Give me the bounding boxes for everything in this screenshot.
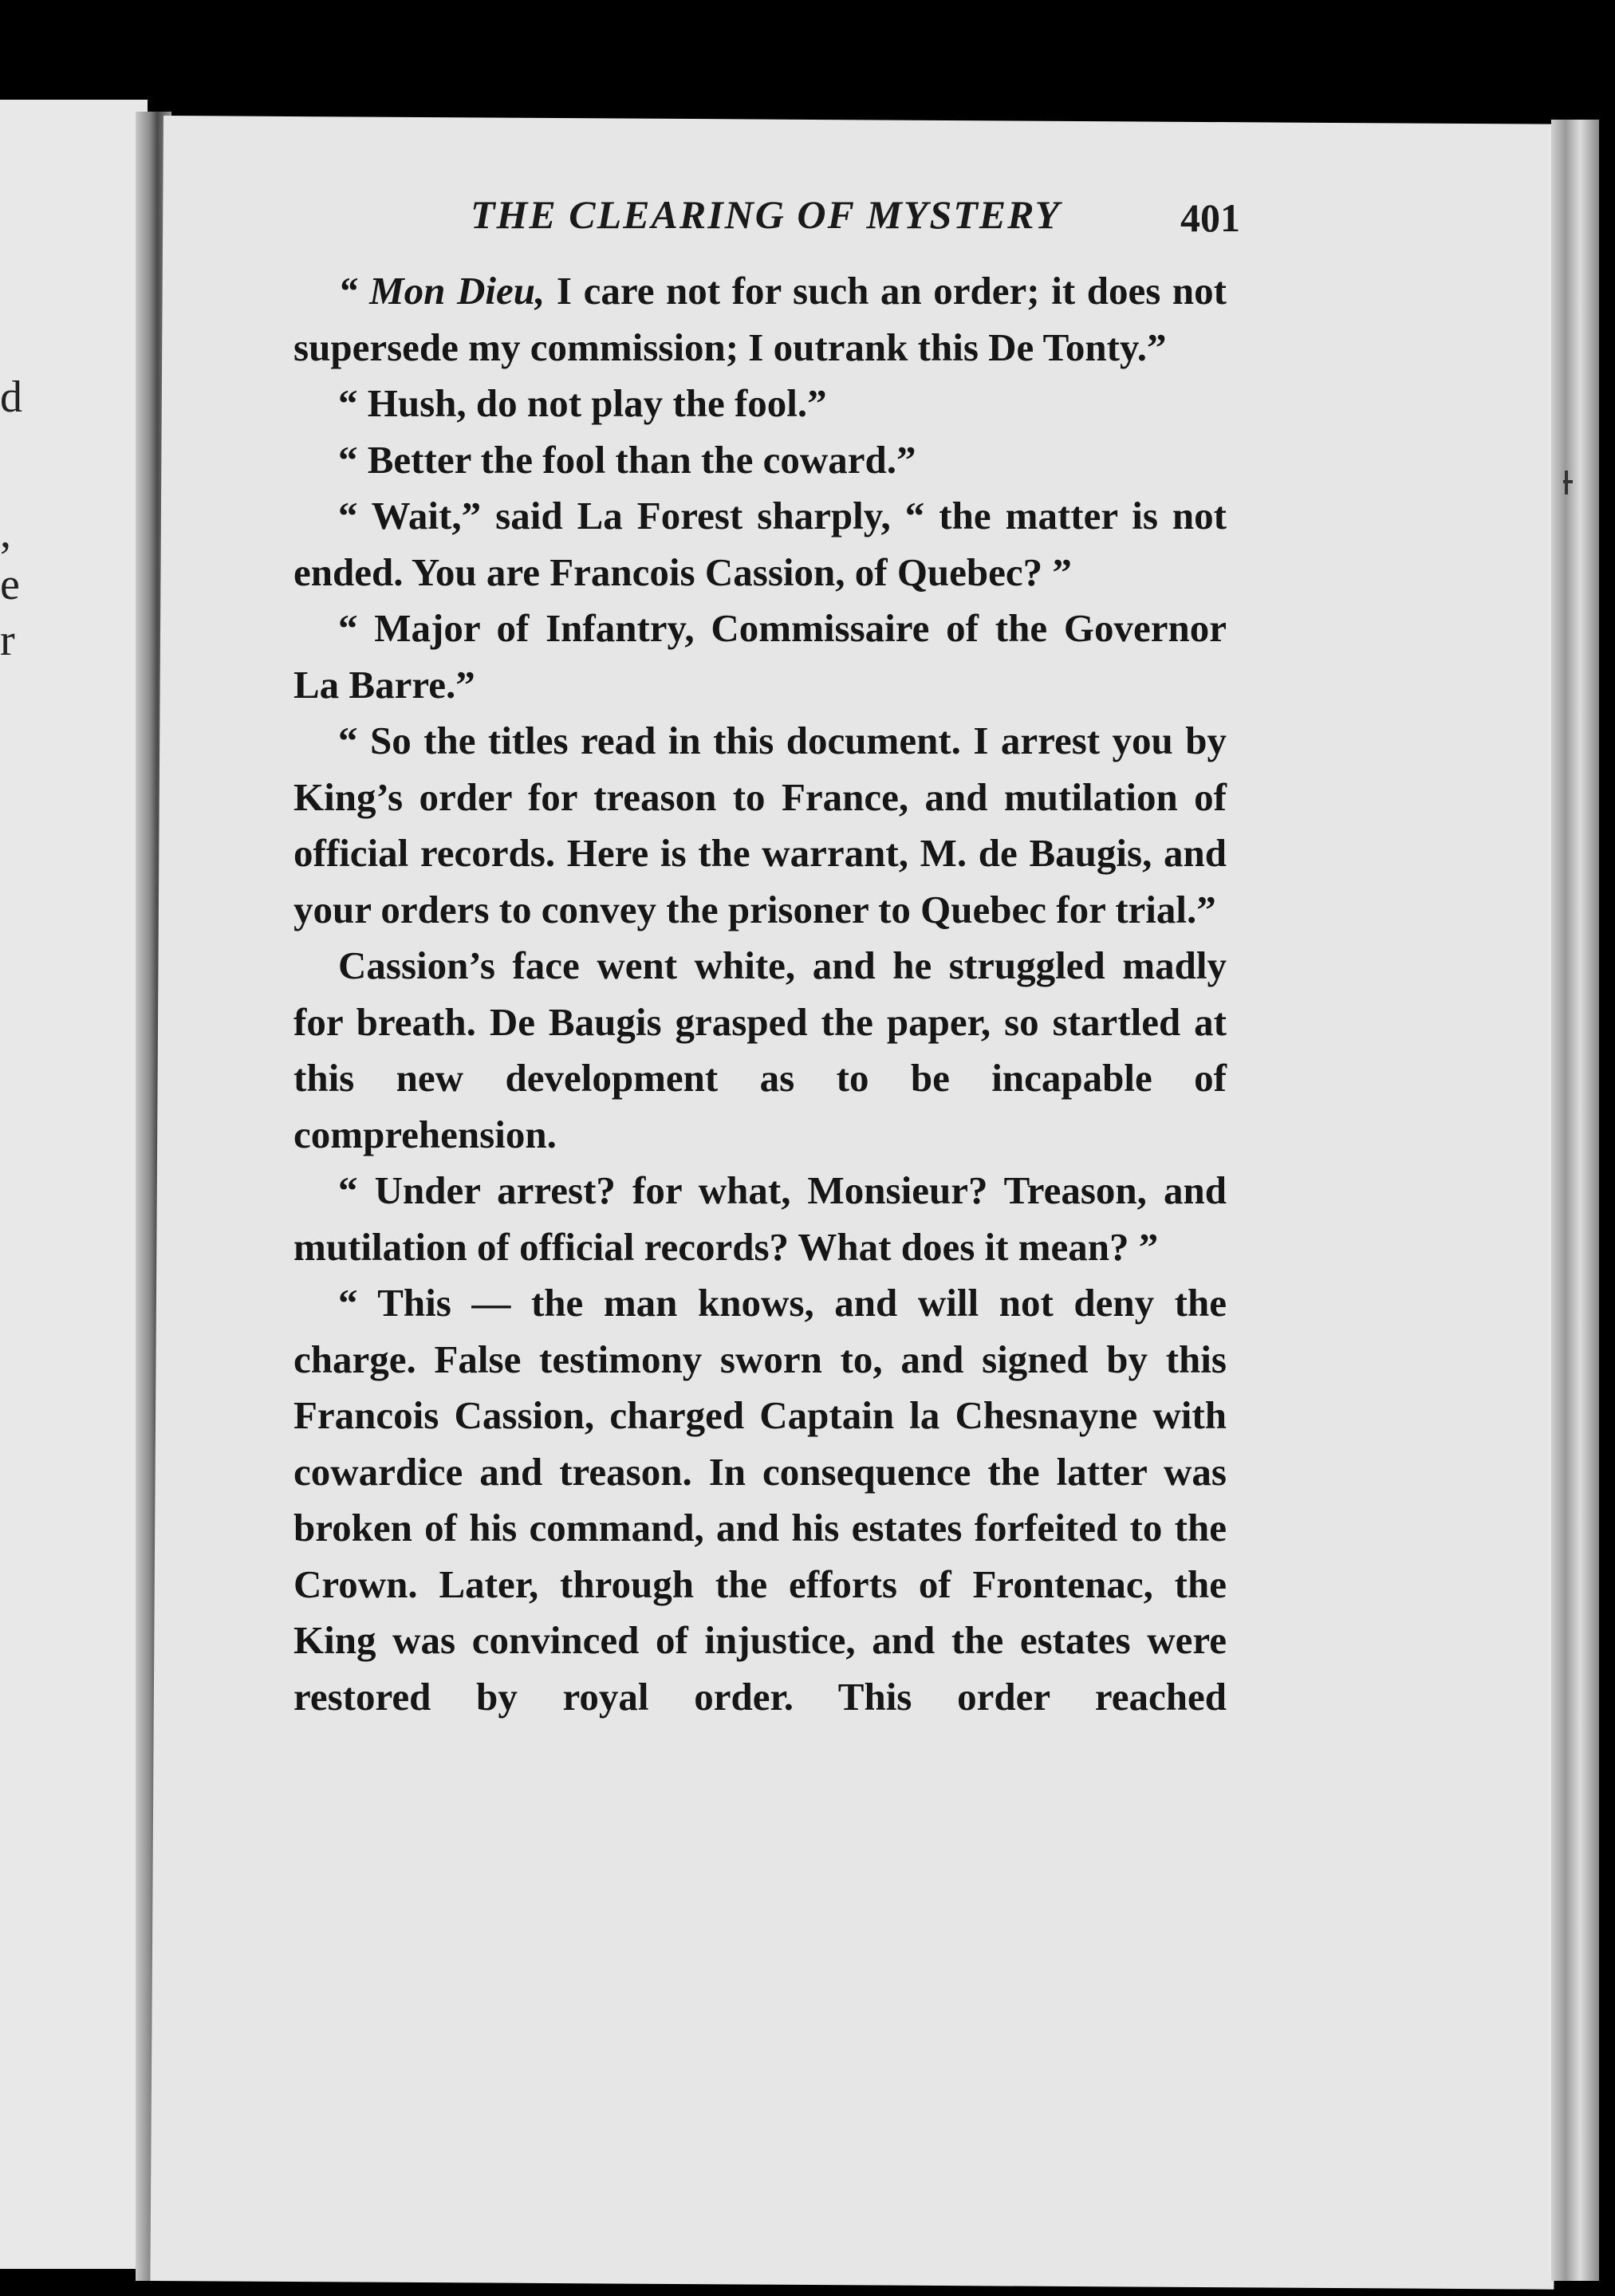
running-header: [299, 191, 1240, 255]
paragraph: “ Under arrest? for what, Monsieur? Treason, and mutilation of official records? What does it mean? ”: [293, 1168, 1227, 1269]
facing-page-fragment: d: [0, 372, 22, 422]
paragraph: “ Wait,” said La Forest sharply, “ the matter is not ended. You are Francois Cassion, of Quebec? ”: [293, 494, 1227, 594]
facing-page-fragment: r: [0, 616, 15, 665]
page-number: 401: [1180, 195, 1240, 240]
margin-mark: [1563, 480, 1573, 483]
paragraph: [293, 263, 1227, 376]
paragraph: “ This — the man knows, and will not deny the charge. False testimony sworn to, and signed by this Francois Cassion, charged Captain la Chesnayne with cowardice and treason. In consequence the latter was broken of his command, and his estates forfeited to the Crown. Later, through the efforts of Frontenac, the King was convinced of injustice, and the estates were restored by royal order. This order reached: [293, 1281, 1227, 1719]
paragraph: “ So the titles read in this document. I arrest you by King’s order for treason to France, and mutilation of official records. Here is the warrant, M. de Baugis, and your orders to convey the prisoner to Quebec for trial.”: [293, 719, 1227, 931]
body-text: [293, 263, 1227, 1725]
paragraph: “ Better the fool than the coward.”: [338, 437, 916, 482]
running-title: THE CLEARING OF MYSTERY: [471, 192, 1062, 237]
paragraph-text: I care not for such an order; it does not supersede my commission; I outrank this De Tonty.”: [293, 269, 1227, 369]
paragraph: Cassion’s face went white, and he struggled madly for breath. De Baugis grasped the paper, so startled at this new development as to be incapable of comprehension.: [293, 943, 1227, 1156]
facing-page-fragment: e: [0, 560, 20, 609]
facing-page-fragment: ,: [0, 508, 11, 557]
facing-page-edge: [0, 100, 148, 2269]
paragraph: “ Hush, do not play the fool.”: [338, 381, 827, 425]
italic-phrase: “ Mon Dieu,: [338, 269, 546, 313]
page-fore-edge: [1551, 120, 1599, 2281]
paragraph: “ Major of Infantry, Commissaire of the Governor La Barre.”: [293, 606, 1227, 707]
